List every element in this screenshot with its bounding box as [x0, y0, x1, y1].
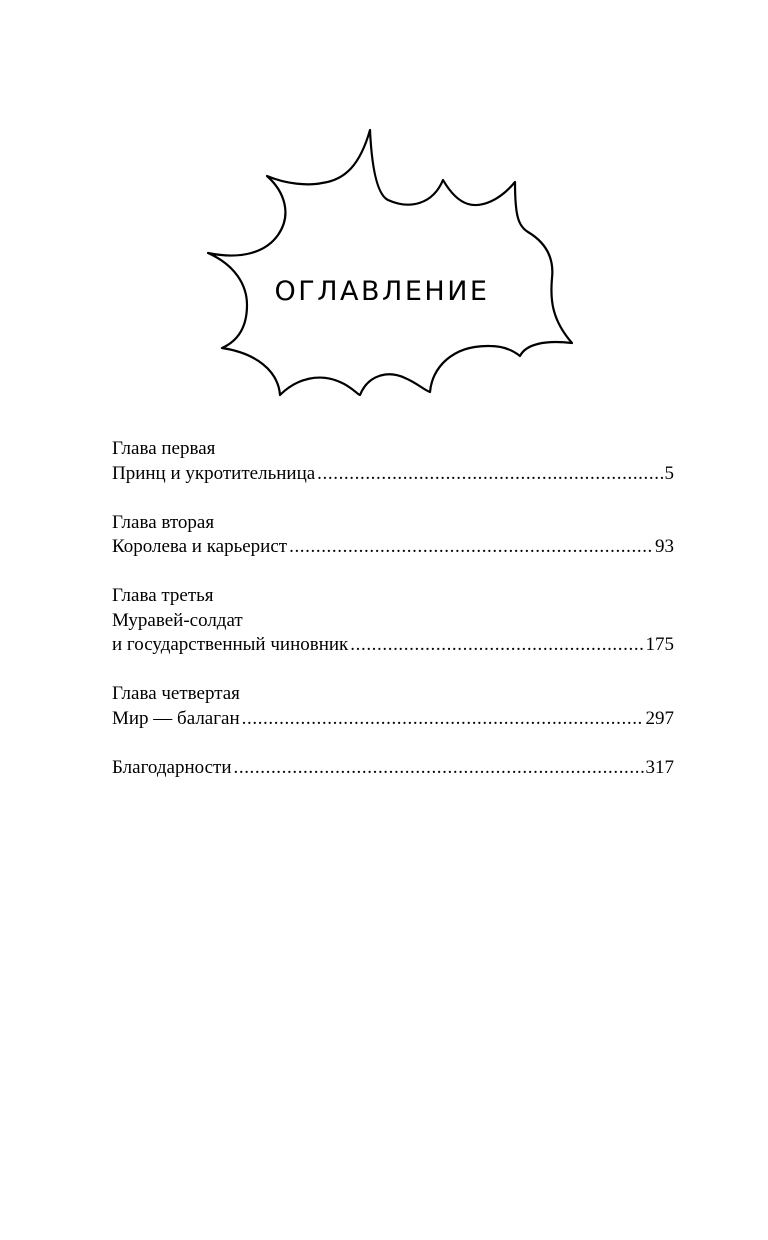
page-number: 5 [664, 462, 674, 484]
table-of-contents [112, 437, 674, 805]
toc-entry-chapter-2[interactable] [112, 511, 674, 560]
page-number: 297 [645, 707, 674, 729]
page-number: 93 [655, 536, 674, 557]
chapter-title-line [112, 707, 674, 732]
dot-leader [317, 462, 662, 487]
toc-entry-chapter-1[interactable] [112, 437, 674, 486]
chapter-title-line [112, 535, 674, 560]
dot-leader [289, 535, 653, 560]
acknowledgements-line [112, 756, 674, 781]
page-number: 317 [645, 756, 674, 778]
chapter-label: Глава вторая [112, 511, 215, 533]
speech-burst-icon [200, 120, 580, 410]
dot-leader [234, 756, 644, 781]
acknowledgements-title: Благодарности [112, 756, 232, 778]
chapter-label: Глава четвертая [112, 683, 240, 704]
toc-entry-chapter-3[interactable] [112, 584, 674, 658]
chapter-label: Глава первая [112, 438, 216, 459]
chapter-title-continued: и государственный чиновник [112, 634, 349, 655]
chapter-title: Принц и укротительница [112, 462, 316, 484]
chapter-title-line [112, 633, 674, 658]
chapter-title: Королева и карьерист [112, 536, 288, 557]
chapter-title: Мир — балаган [112, 707, 240, 729]
chapter-title: Муравей-солдат [112, 609, 243, 631]
chapter-label: Глава третья [112, 585, 214, 606]
toc-entry-acknowledgements[interactable] [112, 756, 674, 781]
dot-leader [350, 633, 643, 658]
toc-entry-chapter-4[interactable] [112, 682, 674, 731]
dot-leader [242, 707, 644, 732]
page-number: 175 [645, 634, 674, 655]
page-title: ОГЛАВЛЕНИЕ [274, 276, 490, 307]
chapter-title-line [112, 462, 674, 487]
